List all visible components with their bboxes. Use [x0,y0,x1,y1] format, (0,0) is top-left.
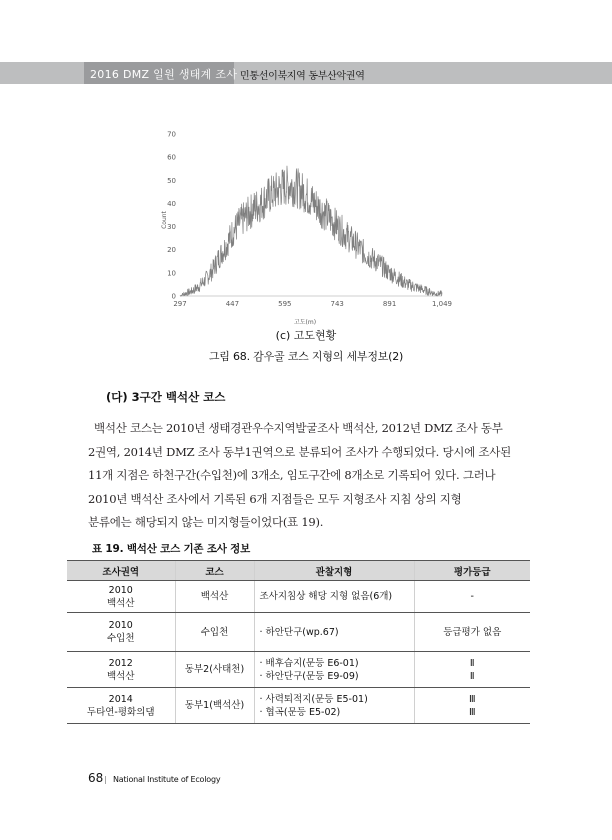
cell-grade [414,613,530,652]
x-tick-label: 1,049 [431,300,453,308]
cell-grade [414,581,530,613]
y-tick-label: 70 [167,130,176,139]
table-title: 표 19. 백석산 코스 기존 조사 정보 [92,543,251,555]
landform-item: 조사지침상 해당 지형 없음(6개) [259,591,393,602]
y-tick-label: 20 [167,246,176,255]
grade-item: Ⅱ [469,670,475,682]
landform-item: · 협곡(문등 E5-02) [259,706,341,718]
cell-region [67,652,175,688]
y-tick-label: 40 [167,199,176,208]
cell-region [67,613,175,652]
landform-item: · 하안단구(문등 E9-09) [259,670,359,682]
paragraph-line: 백석산 코스는 2010년 생태경관우수지역발굴조사 백석산, 2012년 DMZ 조사 동부 [94,421,503,435]
cell-course: 동부1(백석산) [175,688,254,724]
y-tick-label: 60 [167,153,176,162]
survey-title: 2016 DMZ 일원 생태계 조사 [90,68,238,81]
cell-landform [254,581,414,613]
y-tick-label: 10 [167,269,176,278]
table-row [67,613,530,652]
cell-region [67,581,175,613]
region-name: 두타연-평화의댐 [86,706,155,718]
survey-info-table [67,560,530,724]
paragraph-line: 2권역, 2014년 DMZ 조사 동부1권역으로 분류되어 조사가 수행되었다. 당시에 조사된 [88,444,512,459]
section-heading: (다) 3구간 백석산 코스 [106,390,226,404]
x-tick-label: 447 [225,300,240,308]
region-name: 백석산 [106,670,135,682]
paragraph-line: 분류에는 해당되지 않는 미지형들이었다(표 19). [88,515,324,529]
table-row [67,688,530,724]
table-row [67,581,530,613]
footer-separator: | [104,775,107,784]
cell-grade [414,652,530,688]
y-axis-label: Count [161,211,168,229]
header-grade: 평가등급 [414,561,530,581]
x-axis-label: 고도(m) [293,319,317,326]
x-tick-label: 743 [330,300,344,308]
chart-series-line [180,166,442,296]
region-name: 수입천 [106,633,135,644]
cell-region [67,688,175,724]
region-year: 2010 [108,620,133,631]
header-region: 조사권역 [67,561,175,581]
cell-landform [254,652,414,688]
header-course: 코스 [175,561,254,581]
paragraph-line: 2010년 백석산 조사에서 기록된 6개 지점들은 모두 지형조사 지침 상의 지형 [88,491,462,506]
header-landform: 관찰지형 [254,561,414,581]
cell-landform [254,613,414,652]
x-tick-label: 297 [173,300,187,308]
cell-landform [254,688,414,724]
table-row [67,652,530,688]
grade-item: Ⅲ [468,693,476,705]
x-tick-label: 891 [382,300,397,308]
page-number: 68 [88,771,104,785]
region-year: 2010 [108,584,133,596]
landform-item: · 하안단구(wp.67) [259,626,339,638]
grade-item: - [470,591,474,602]
cell-course: 백석산 [175,581,254,613]
table-header-row [67,561,530,581]
cell-grade [414,688,530,724]
landform-item: · 배후습지(문등 E6-01) [259,657,359,669]
grade-item: Ⅲ [468,706,476,718]
landform-item: · 사력퇴적지(문등 E5-01) [259,693,368,705]
region-name: 백석산 [106,597,135,609]
y-tick-label: 0 [171,292,176,301]
region-year: 2014 [108,693,133,705]
chart-subcaption: (c) 고도현황 [275,329,337,342]
figure-caption: 그림 68. 감우골 코스 지형의 세부정보(2) [208,350,404,363]
region-year: 2012 [108,657,133,669]
x-tick-label: 595 [278,300,292,308]
cell-course: 수입천 [175,613,254,652]
paragraph-line: 11개 지점은 하천구간(수입천)에 3개소, 임도구간에 8개소로 기록되어 있다. 그러나 [88,468,496,482]
y-tick-label: 30 [167,223,176,232]
grade-item: Ⅱ [469,657,475,669]
region-title: 민통선이북지역 동부산악권역 [240,71,365,82]
cell-course: 동부2(사태천) [175,652,254,688]
y-tick-label: 50 [167,176,176,185]
elevation-histogram-chart [150,122,460,327]
grade-item: 등급평가 없음 [443,626,502,638]
institute-name: National Institute of Ecology [113,775,221,784]
section-paragraph [88,417,546,535]
